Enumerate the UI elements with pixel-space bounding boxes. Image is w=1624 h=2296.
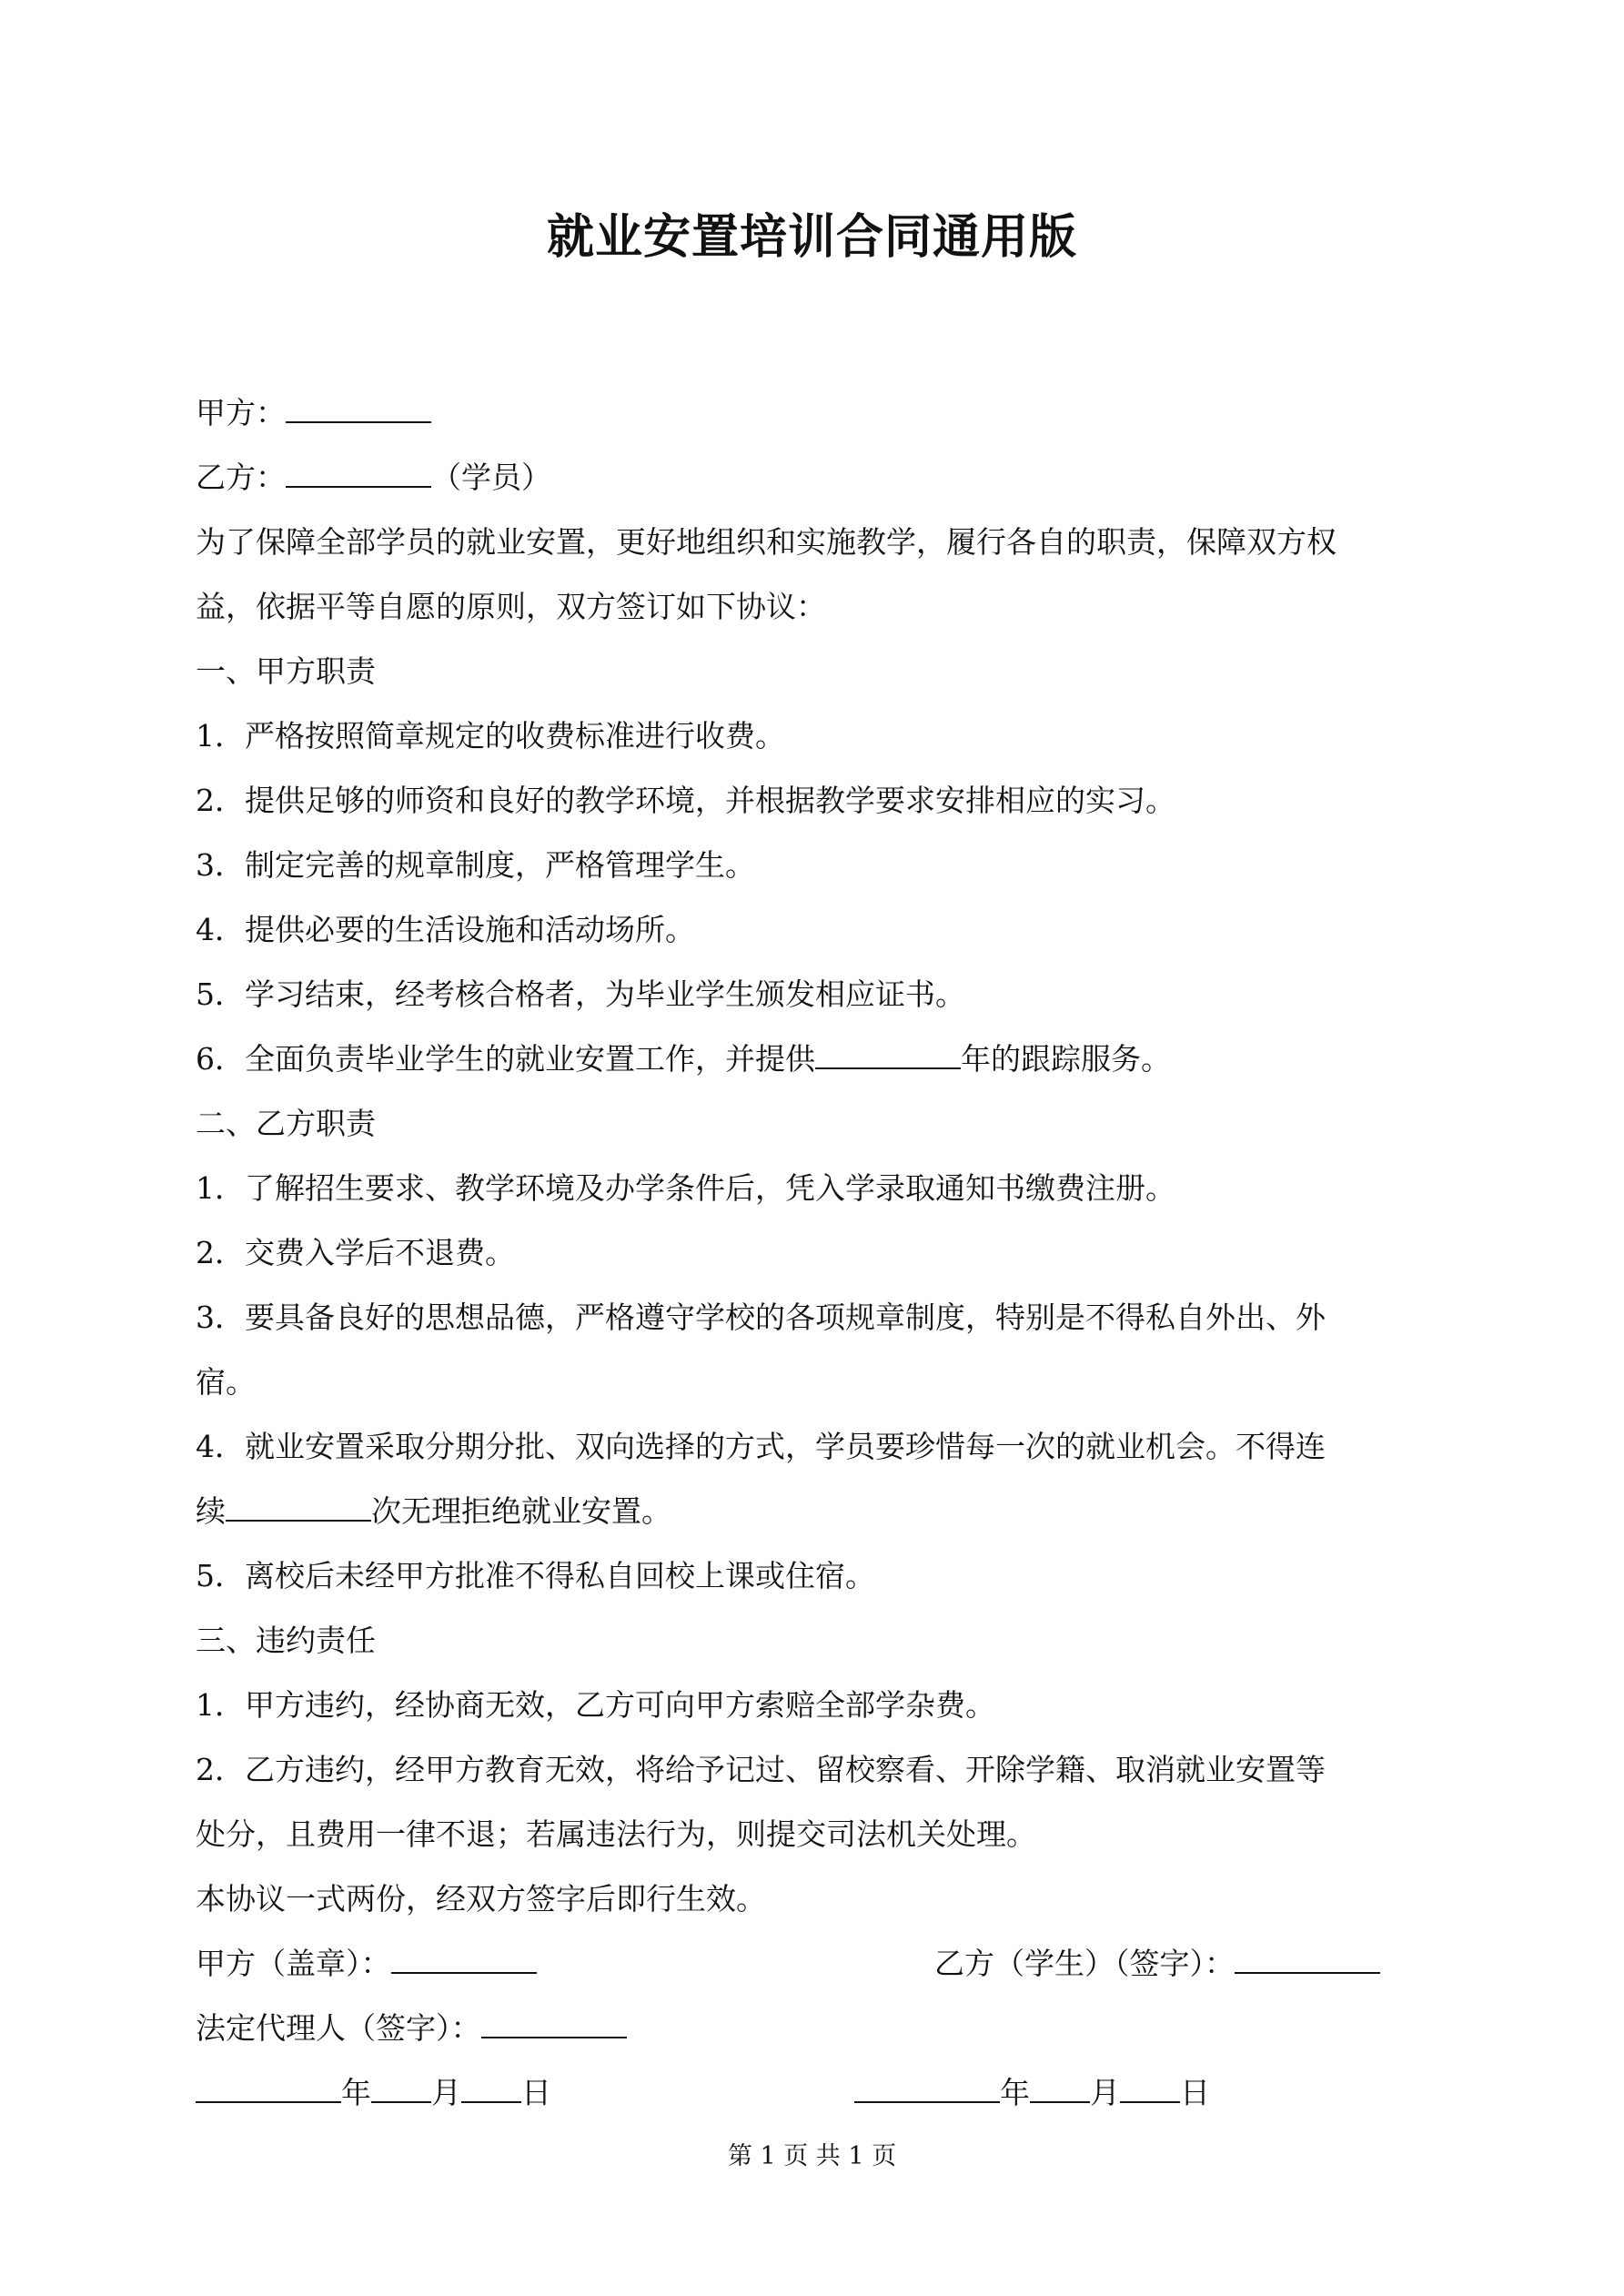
party-b-line	[196, 445, 1442, 510]
section-1-item-5: 5．学习结束，经考核合格者，为毕业学生颁发相应证书。	[196, 976, 965, 1012]
party-a-label: 甲方：	[196, 395, 286, 430]
section-1-item-3: 3．制定完善的规章制度，严格管理学生。	[196, 847, 755, 883]
legal-rep-label: 法定代理人（签字）：	[196, 2010, 481, 2046]
section-2-item-3-line-2: 宿。	[196, 1364, 256, 1400]
party-b-month-blank	[1030, 2067, 1090, 2103]
party-b-note: （学员）	[431, 460, 551, 495]
closing-statement: 本协议一式两份，经双方签字后即行生效。	[196, 1881, 766, 1917]
party-b-blank	[286, 451, 431, 488]
party-b-day-label: 日	[1180, 2075, 1210, 2110]
party-b-day-blank	[1120, 2067, 1180, 2103]
section-2-item-2: 2．交费入学后不退费。	[196, 1235, 515, 1270]
section-3-item-2-line-1: 2．乙方违约，经甲方教育无效，将给予记过、留校察看、开除学籍、取消就业安置等	[196, 1752, 1326, 1787]
page-footer: 第 1 页 共 1 页	[727, 2142, 897, 2170]
party-a-date	[196, 2075, 551, 2110]
date-row	[196, 2060, 1442, 2125]
signature-row-2	[196, 1996, 1442, 2060]
party-a-year-label: 年	[341, 2075, 371, 2110]
section-1-item-6-post: 年的跟踪服务。	[961, 1041, 1171, 1077]
section-1-item-2: 2．提供足够的师资和良好的教学环境，并根据教学要求安排相应的实习。	[196, 783, 1175, 818]
section-3-item-2-line-2: 处分，且费用一律不退；若属违法行为，则提交司法机关处理。	[196, 1816, 1036, 1852]
party-a-year-blank	[196, 2067, 341, 2103]
party-a-month-label: 月	[431, 2075, 461, 2110]
section-2-item-3-line-1: 3．要具备良好的思想品德，严格遵守学校的各项规章制度，特别是不得私自外出、外	[196, 1300, 1326, 1335]
party-b-month-label: 月	[1090, 2075, 1120, 2110]
party-a-month-blank	[371, 2067, 431, 2103]
section-1-item-1: 1．严格按照简章规定的收费标准进行收费。	[196, 718, 785, 754]
section-1-item-4: 4．提供必要的生活设施和活动场所。	[196, 912, 695, 947]
party-b-year-label: 年	[1000, 2075, 1030, 2110]
document-title: 就业安置培训合同通用版	[546, 209, 1077, 265]
section-2-item-5: 5．离校后未经甲方批准不得私自回校上课或住宿。	[196, 1558, 875, 1593]
party-a-seal-blank	[391, 1937, 537, 1974]
section-1-item-6	[196, 1027, 1442, 1091]
section-2-item-4-line-2	[196, 1479, 1442, 1543]
party-b-date	[854, 2060, 1210, 2125]
section-1-heading: 一、甲方职责	[196, 653, 376, 689]
party-b-sign-group	[934, 1931, 1380, 1996]
intro-line-2: 益，依据平等自愿的原则，双方签订如下协议：	[196, 589, 826, 624]
section-2-item-4-line-1: 4．就业安置采取分期分批、双向选择的方式，学员要珍惜每一次的就业机会。不得连	[196, 1429, 1326, 1464]
party-a-seal-label: 甲方（盖章）：	[196, 1946, 391, 1981]
section-2-item-1: 1．了解招生要求、教学环境及办学条件后，凭入学录取通知书缴费注册。	[196, 1170, 1175, 1206]
legal-rep-blank	[481, 2002, 627, 2038]
section-2-item-4-pre: 续	[196, 1493, 226, 1529]
party-b-label: 乙方：	[196, 460, 286, 495]
document-body	[196, 380, 1442, 2125]
refusal-count-blank	[226, 1485, 371, 1522]
party-b-sign-blank	[1235, 1937, 1380, 1974]
party-a-line	[196, 380, 1442, 445]
party-a-day-label: 日	[521, 2075, 551, 2110]
section-2-item-4-post: 次无理拒绝就业安置。	[371, 1493, 671, 1529]
section-3-item-1: 1．甲方违约，经协商无效，乙方可向甲方索赔全部学杂费。	[196, 1687, 995, 1723]
party-b-year-blank	[854, 2067, 1000, 2103]
party-a-day-blank	[461, 2067, 521, 2103]
section-3-heading: 三、违约责任	[196, 1623, 376, 1658]
party-b-sign-label: 乙方（学生）（签字）：	[934, 1946, 1235, 1981]
tracking-years-blank	[815, 1033, 961, 1069]
party-a-blank	[286, 387, 431, 423]
signature-row-1	[196, 1931, 1442, 1996]
section-2-heading: 二、乙方职责	[196, 1106, 376, 1141]
intro-line-1: 为了保障全部学员的就业安置，更好地组织和实施教学，履行各自的职责，保障双方权	[196, 524, 1337, 560]
section-1-item-6-pre: 6．全面负责毕业学生的就业安置工作，并提供	[196, 1041, 815, 1077]
